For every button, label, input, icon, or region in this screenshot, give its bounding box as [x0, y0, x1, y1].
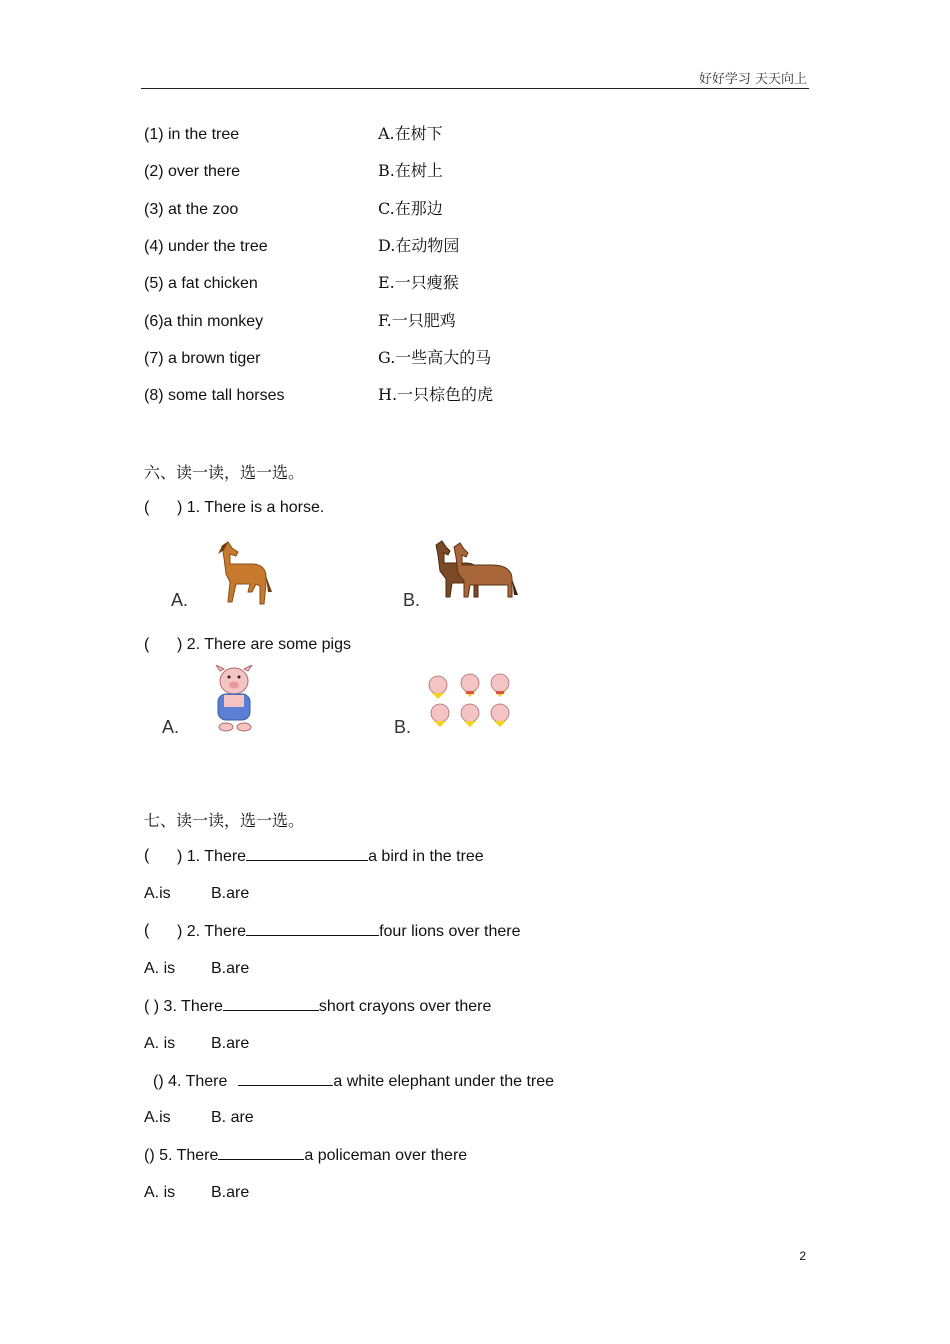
match-right-d: D.在动物园 [378, 236, 460, 255]
s7-q3-line [144, 996, 491, 1017]
match-right-b: B.在树上 [378, 161, 443, 180]
match-left-4: (4) under the tree [144, 238, 268, 255]
section7-title: 七、读一读，选一选。 [144, 811, 305, 830]
s7-q1-blank[interactable] [246, 846, 368, 861]
s7-q5-post: a policeman over there [304, 1147, 468, 1164]
s7-q4-line [153, 1071, 554, 1092]
match-right-a: A.在树下 [378, 124, 443, 143]
single-pig-image [206, 665, 262, 733]
s7-q3-pre: ( ) 3. There [144, 998, 223, 1015]
s7-q1-option-b: B.are [211, 885, 250, 902]
s7-q4-option-b: B. are [211, 1109, 254, 1126]
s7-q5-option-a: A. is [144, 1184, 176, 1201]
match-left-7: (7) a brown tiger [144, 350, 261, 367]
s7-q2-post: four lions over there [379, 923, 521, 940]
match-left-1: (1) in the tree [144, 126, 240, 143]
s7-q5-line [144, 1145, 467, 1166]
s7-q3-blank[interactable] [223, 996, 319, 1011]
match-left-8: (8) some tall horses [144, 387, 285, 404]
s7-q1-pre: ) 1. There [177, 848, 247, 865]
s6-q2-option-b-label: B. [394, 717, 412, 737]
single-horse-image [212, 540, 272, 608]
match-right-h: H.一只棕色的虎 [378, 385, 494, 404]
match-right-f: F.一只肥鸡 [378, 311, 456, 330]
section6-title: 六、读一读，选一选。 [144, 463, 305, 482]
s7-q1-post: a bird in the tree [368, 848, 484, 865]
match-right-e: E.一只瘦猴 [378, 273, 459, 292]
s6-q2-text: ) 2. There are some pigs [177, 636, 352, 653]
group-horses-image [432, 537, 518, 601]
s7-q2-option-a: A. is [144, 960, 176, 977]
s7-q1-paren: ( [144, 847, 150, 864]
s6-q2-option-a-label: A. [162, 717, 180, 737]
s6-q1-option-b-label: B. [403, 590, 421, 610]
s7-q5-pre: () 5. There [144, 1147, 219, 1164]
match-right-c: C.在那边 [378, 199, 443, 218]
match-left-6: (6)a thin monkey [144, 313, 264, 330]
match-right-g: G.一些高大的马 [378, 348, 492, 367]
match-left-5: (5) a fat chicken [144, 275, 258, 292]
s7-q3-option-a: A. is [144, 1035, 176, 1052]
s7-q3-option-b: B.are [211, 1035, 250, 1052]
s6-q1-paren: ( [144, 499, 150, 516]
s7-q2-option-b: B.are [211, 960, 250, 977]
s7-q4-option-a: A.is [144, 1109, 171, 1126]
group-pigs-image [422, 671, 518, 729]
s6-q1-text: ) 1. There is a horse. [177, 499, 325, 516]
s7-q4-pre: () 4. There [153, 1073, 228, 1090]
page-header: 好好学习 天天向上 [698, 72, 807, 87]
s7-q1-option-a: A.is [144, 885, 171, 902]
s7-q4-blank[interactable] [238, 1071, 333, 1086]
s7-q2-blank[interactable] [246, 921, 379, 936]
s7-q1-line [177, 846, 484, 867]
match-left-3: (3) at the zoo [144, 201, 239, 218]
page-number: 2 [799, 1249, 806, 1263]
s6-q1-option-a-label: A. [171, 590, 189, 610]
match-left-2: (2) over there [144, 163, 241, 180]
header-rule [141, 88, 809, 89]
s7-q4-post: a white elephant under the tree [333, 1073, 555, 1090]
s7-q5-option-b: B.are [211, 1184, 250, 1201]
s7-q3-post: short crayons over there [318, 998, 492, 1015]
s7-q2-pre: ) 2. There [177, 923, 247, 940]
s7-q2-line [177, 921, 520, 942]
s7-q2-paren: ( [144, 922, 150, 939]
s6-q2-paren: ( [144, 636, 150, 653]
s7-q5-blank[interactable] [218, 1145, 304, 1160]
